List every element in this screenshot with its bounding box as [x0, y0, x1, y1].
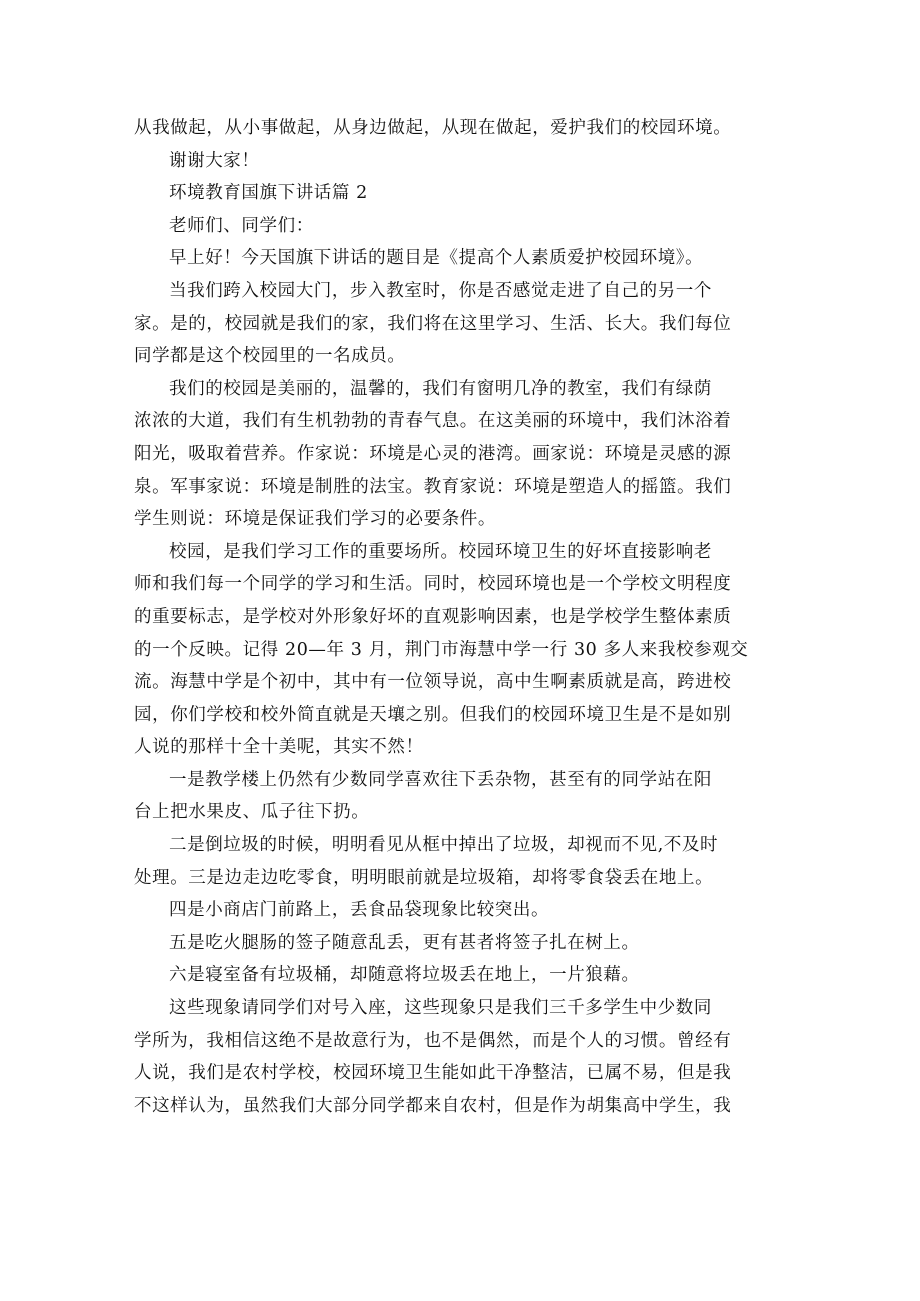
text-line: 人说的那样十全十美呢，其实不然！: [134, 737, 424, 758]
document-body: [134, 112, 794, 1122]
text-line: 环境教育国旗下讲话篇 2: [169, 183, 368, 204]
text-line: 同学都是这个校园里的一名成员。: [134, 346, 406, 367]
text-line: 师和我们每一个同学的学习和生活。同时，校园环境也是一个学校文明程度: [134, 574, 732, 595]
paragraph: [134, 829, 794, 894]
text-line: 六是寝室备有垃圾桶，却随意将垃圾丢在地上，一片狼藉。: [169, 965, 640, 986]
text-line: 校园，是我们学习工作的重要场所。校园环境卫生的好坏直接影响老: [169, 541, 712, 562]
paragraph: [134, 992, 794, 1122]
text-line: 二是倒垃圾的时候，明明看见从框中掉出了垃圾，却视而不见,不及时: [169, 835, 719, 856]
text-line: 泉。军事家说：环境是制胜的法宝。教育家说：环境是塑造人的摇篮。我们: [134, 476, 732, 497]
paragraph: [134, 927, 794, 960]
paragraph: [134, 894, 794, 927]
text-line: 阳光，吸取着营养。作家说：环境是心灵的港湾。画家说：环境是灵感的源: [134, 443, 732, 464]
text-line: 谢谢大家！: [169, 150, 260, 171]
paragraph: [134, 242, 794, 275]
paragraph: [134, 210, 794, 243]
paragraph: [134, 145, 794, 178]
text-line: 学所为，我相信这绝不是故意行为，也不是偶然，而是个人的习惯。曾经有: [134, 1030, 732, 1051]
text-line: 从我做起，从小事做起，从身边做起，从现在做起，爱护我们的校园环境。: [134, 118, 732, 138]
text-line: 流。海慧中学是个初中，其中有一位领导说，高中生啊素质就是高，跨进校: [134, 672, 732, 693]
text-line: 一是教学楼上仍然有少数同学喜欢往下丢杂物，甚至有的同学站在阳: [169, 769, 712, 790]
text-line: 园，你们学校和校外简直就是天壤之别。但我们的校园环境卫生是不是如别: [134, 704, 732, 725]
text-line: 当我们跨入校园大门，步入教室时，你是否感觉走进了自己的另一个: [169, 280, 712, 301]
paragraph: [134, 275, 794, 373]
text-line: 的重要标志，是学校对外形象好坏的直观影响因素，也是学校学生整体素质: [134, 606, 732, 627]
paragraph: [134, 536, 794, 764]
paragraph: [134, 959, 794, 992]
text-line: 的一个反映。记得 20—年 3 月，荆门市海慧中学一行 30 多人来我校参观交: [134, 639, 749, 660]
text-line: 处理。三是边走边吃零食，明明眼前就是垃圾箱，却将零食袋丢在地上。: [134, 867, 714, 888]
text-line: 五是吃火腿肠的签子随意乱丢，更有甚者将签子扎在树上。: [169, 932, 640, 953]
text-line: 不这样认为，虽然我们大部分同学都来自农村，但是作为胡集高中学生，我: [134, 1095, 732, 1116]
text-line: 早上好！今天国旗下讲话的题目是《提高个人素质爱护校园环境》。: [169, 248, 704, 269]
text-line: 人说，我们是农村学校，校园环境卫生能如此干净整洁，已属不易，但是我: [134, 1063, 732, 1084]
paragraph: [134, 177, 794, 210]
text-line: 老师们、同学们：: [169, 215, 314, 236]
text-line: 台上把水果皮、瓜子往下扔。: [134, 802, 370, 823]
text-line: 四是小商店门前路上，丢食品袋现象比较突出。: [169, 900, 550, 921]
paragraph: [134, 373, 794, 536]
text-line: 学生则说：环境是保证我们学习的必要条件。: [134, 509, 496, 530]
text-line: 这些现象请同学们对号入座，这些现象只是我们三千多学生中少数同: [169, 998, 712, 1019]
paragraph: [134, 112, 794, 145]
text-line: 浓浓的大道，我们有生机勃勃的青春气息。在这美丽的环境中，我们沐浴着: [134, 411, 732, 432]
text-line: 我们的校园是美丽的，温馨的，我们有窗明几净的教室，我们有绿荫: [169, 378, 712, 399]
paragraph: [134, 764, 794, 829]
text-line: 家。是的，校园就是我们的家，我们将在这里学习、生活、长大。我们每位: [134, 313, 732, 334]
